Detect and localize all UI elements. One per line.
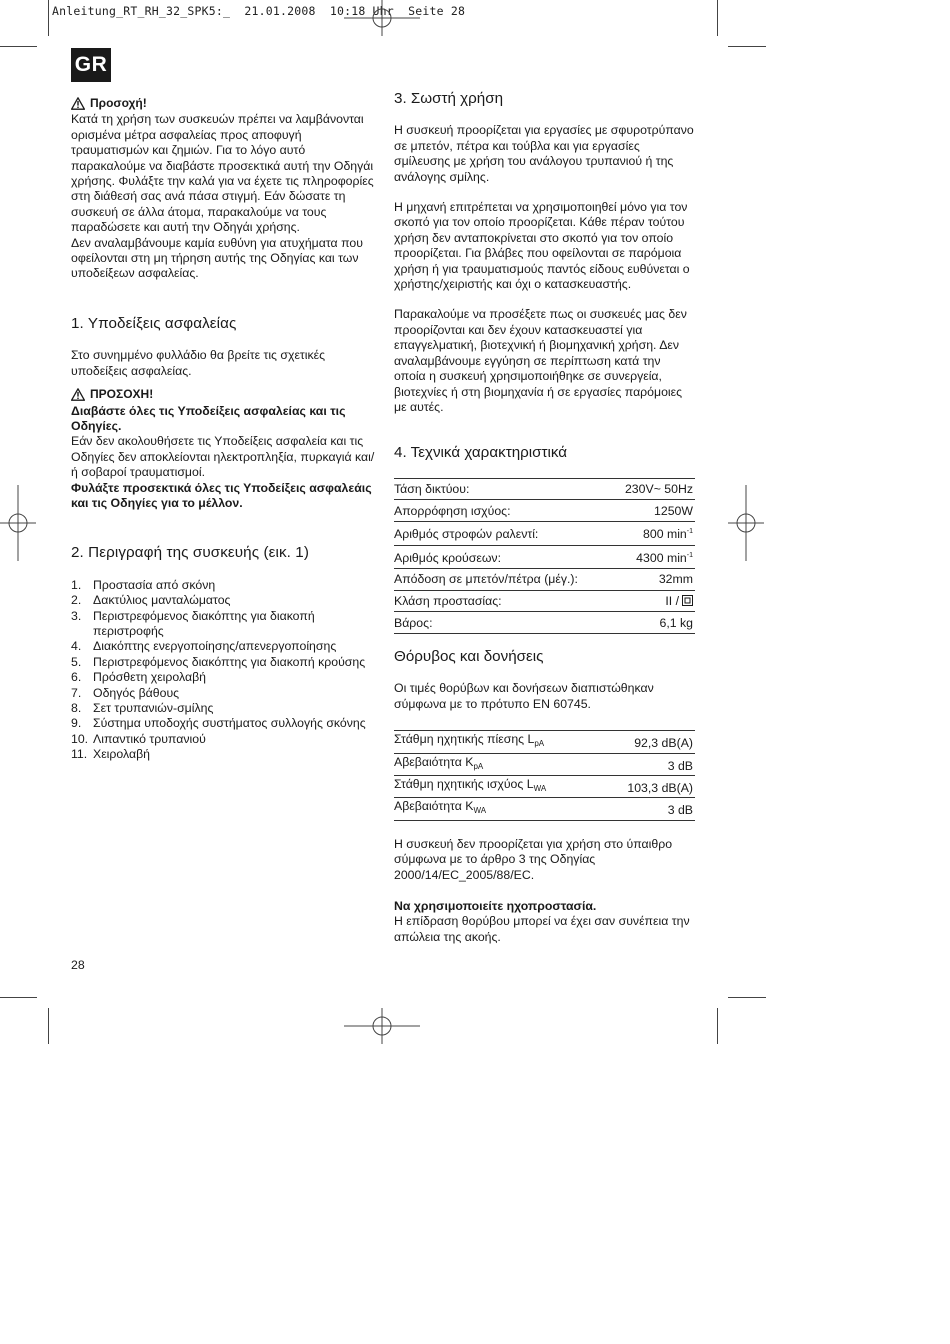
list-item-text: Λιπαντικό τρυπανιού	[93, 731, 206, 746]
spec-table	[394, 478, 695, 634]
spec-value-text: 6,1 kg	[659, 615, 693, 630]
spec-value-exponent: -1	[686, 528, 693, 536]
section-2-title: 2. Περιγραφή της συσκευής (εικ. 1)	[71, 544, 309, 562]
list-item	[71, 732, 376, 747]
list-item	[71, 701, 376, 716]
warning-triangle-icon	[71, 97, 85, 110]
noise-intro: Οι τιμές θορύβων και δονήσεων διαπιστώθηκαν σύμφωνα με το πρότυπο EN 60745.	[394, 681, 654, 711]
section-1-text: Στο συνημμένο φυλλάδιο θα βρείτε τις σχετικές υποδείξεις ασφαλείας.	[71, 348, 326, 378]
crop-mark	[48, 1008, 49, 1044]
list-item-text: Δακτύλιος μανταλώματος	[93, 593, 231, 608]
warning-triangle-icon	[71, 388, 85, 401]
table-row	[394, 500, 695, 522]
list-item	[71, 670, 376, 685]
list-item	[71, 716, 376, 731]
table-row	[394, 478, 695, 500]
noise-label-subscript: pA	[534, 739, 545, 749]
spec-value	[612, 522, 695, 545]
noise-label-text: Αβεβαιότητα K	[394, 799, 474, 814]
spec-value	[612, 500, 695, 522]
spec-value-text: 1250W	[654, 503, 693, 518]
spec-label: Αριθμός στροφών ραλεντί:	[394, 522, 612, 545]
list-item-number: 3.	[71, 608, 82, 623]
intended-use-para-3: Παρακαλούμε να προσέξετε πως οι συσκευές μας δεν προορίζονται και δεν έχουν κατασκευαστεί για επαγγελματική, βιοτεχνική ή βιομηχανική χρήση. Δεν αναλαμβάνουμε εγγύηση σε περίπτωση κατά την οποία η συσκευή χρησιμοποιήθηκε σε συνεργεία, βιοτεχνίες ή στη βιομηχανία ή σε εργασίες παρόμοιες με αυτές.	[394, 307, 687, 414]
noise-value: 92,3 dB(A)	[603, 731, 695, 753]
list-item-text: Πρόσθετη χειρολαβή	[93, 670, 206, 685]
warning-title: ΠΡΟΣΟΧΗ!	[90, 387, 154, 402]
noise-label-subscript: WA	[473, 806, 487, 816]
section-1-title: 1. Υποδείξεις ασφαλείας	[71, 314, 237, 332]
crop-mark	[717, 1008, 718, 1044]
table-row	[394, 545, 695, 568]
list-item-text: Οδηγός βάθους	[93, 685, 180, 700]
noise-label-text: Στάθμη ηχητικής πίεσης L	[394, 732, 535, 747]
page-number: 28	[71, 958, 85, 972]
table-row	[394, 590, 695, 612]
table-row	[394, 522, 695, 545]
intended-use-para-1: Η συσκευή προορίζεται για εργασίες με σφυροτρύπανο σε μπετόν, πέτρα και τούβλα και για εργασίες σμίλευσης με χρήση του ανάλογου τρυπανιού ή της ανάλογης σμίλης.	[394, 123, 694, 184]
spec-label: Απορρόφηση ισχύος:	[394, 500, 612, 522]
list-item-number: 11.	[71, 747, 88, 762]
list-item-text: Περιστρεφόμενος διακόπτης για διακοπή κρούσης	[93, 654, 366, 669]
noise-table	[394, 730, 695, 821]
warning-text: Εάν δεν ακολουθήσετε τις Υποδείξεις ασφαλεία και τις Οδηγίες δεν αποκλείονται ηλεκτροπληξία, πυρκαγιά και/ή σοβαροί τραυματισμοί.	[71, 434, 375, 480]
registration-mark-icon	[344, 0, 420, 36]
list-item-text: Σετ τρυπανιών-σμίλης	[93, 701, 214, 715]
list-item-number: 4.	[71, 639, 82, 654]
list-item-number: 8.	[71, 701, 82, 715]
spec-value	[612, 590, 695, 612]
warning-bold-2: Φυλάξτε προσεκτικά όλες τις Υποδείξεις ασφαλεάις και τις Οδηγίες για το μέλλον.	[71, 480, 372, 510]
spec-value	[612, 545, 695, 568]
protection-class-ii-icon	[682, 595, 693, 606]
list-item-number: 6.	[71, 670, 82, 685]
warning-heading	[71, 387, 376, 402]
noise-label	[394, 776, 603, 798]
noise-label	[394, 731, 603, 753]
noise-title: Θόρυβος και δονήσεις	[394, 647, 544, 665]
crop-mark	[717, 0, 718, 36]
table-row	[394, 776, 695, 798]
table-row	[394, 612, 695, 634]
list-item	[71, 747, 376, 762]
noise-label-subscript: WA	[533, 784, 547, 793]
hearing-protection-heading: Να χρησιμοποιείτε ηχοπροστασία.	[394, 899, 597, 914]
caution-text-2: Δεν αναλαμβάνουμε καμία ευθύνη για ατυχήματα που οφείλονται στη μη τήρηση αυτής της Οδηγίας και των υποδείξεων ασφαλείας.	[71, 235, 363, 281]
registration-mark-icon	[0, 485, 36, 561]
table-row	[394, 753, 695, 775]
spec-value-text: 800 min	[643, 527, 687, 542]
list-item	[71, 639, 376, 654]
spec-value-text: 32mm	[658, 572, 693, 587]
spec-value-text: 4300 min	[636, 550, 687, 565]
noise-label-text: Στάθμη ηχητικής ισχύος L	[394, 777, 534, 791]
outdoor-text: Η συσκευή δεν προορίζεται για χρήση στο ύπαιθρο σύμφωνα με το άρθρο 3 της Οδηγίας 2000/14/EC_2005/88/EC.	[394, 836, 673, 882]
crop-mark	[728, 997, 766, 998]
list-item-number: 1.	[71, 577, 82, 592]
list-item	[71, 686, 376, 701]
spec-value-text: 230V~ 50Hz	[624, 482, 693, 496]
list-item-text: Προστασία από σκόνη	[93, 577, 216, 592]
caution-title: Προσοχή!	[90, 96, 147, 110]
list-item-number: 2.	[71, 593, 82, 608]
list-item-text: Χειρολαβή	[93, 747, 150, 762]
noise-label	[394, 798, 603, 820]
parts-list	[71, 578, 376, 763]
left-column	[71, 96, 376, 763]
crop-mark	[48, 0, 49, 36]
spec-label: Τάση δικτύου:	[394, 478, 612, 500]
intended-use-para-2: Η μηχανή επιτρέπεται να χρησιμοποιηθεί μόνο για τον σκοπό για τον οποίο προορίζεται. Κάθε πέραν τούτου χρήση δεν ανταποκρίνεται στο σκοπό για τον οποίο προορίζεται. Για βλάβες που οφείλονται σε παρόμοια χρήση ή για τραυματισμούς παντός είδους ευθύνεται ο χρήστης/χειριστής και όχι ο κατασκευαστής.	[394, 200, 690, 292]
spec-value	[612, 568, 695, 590]
spec-label: Απόδοση σε μπετόν/πέτρα (μέγ.):	[394, 568, 612, 590]
list-item	[71, 655, 376, 670]
list-item-number: 9.	[71, 716, 82, 731]
spec-value-text: II /	[665, 593, 679, 608]
registration-mark-icon	[344, 1008, 420, 1044]
list-item-text: Σύστημα υποδοχής συστήματος συλλογής σκόνης	[93, 716, 366, 731]
language-badge: GR	[71, 48, 111, 82]
hearing-protection-text: Η επίδραση θορύβου μπορεί να έχει σαν συνέπεια την απώλεια της ακοής.	[394, 914, 690, 944]
caution-text: Κατά τη χρήση των συσκευών πρέπει να λαμβάνονται ορισμένα μέτρα ασφαλείας προς αποφυγή τραυματισμών και ζημιών. Για το λόγο αυτό παρακαλούμε να διαβάστε προσεκτικά αυτή την Οδηγάι χρήσης. Φυλάξτε την καλά για να έχετε τις πληροφορίες στη διάθεσή σας ανά πάσα στιγμή. Εάν δώσατε τη συσκευή σε άλλα άτομα, παρακαλούμε να τους παραδώσετε και αυτή την Οδηγάι χρήσης.	[71, 112, 374, 235]
table-row	[394, 798, 695, 820]
spec-value-exponent: -1	[686, 551, 693, 559]
noise-value: 3 dB	[603, 753, 695, 775]
spec-value	[612, 612, 695, 634]
section-4-title: 4. Τεχνικά χαρακτηριστικά	[394, 444, 568, 462]
caution-heading	[71, 96, 376, 111]
crop-mark	[728, 46, 766, 47]
section-3-title: 3. Σωστή χρήση	[394, 90, 504, 107]
warning-bold-1: Διαβάστε όλες τις Υποδείξεις ασφαλείας και τις Οδηγίες.	[71, 403, 346, 433]
list-item-number: 7.	[71, 685, 82, 700]
table-row	[394, 731, 695, 753]
right-column	[394, 91, 695, 945]
crop-mark	[0, 997, 37, 998]
spec-label: Αριθμός κρούσεων:	[394, 545, 612, 568]
list-item	[71, 609, 376, 640]
list-item-text: Διακόπτης ενεργοποίησης/απενεργοποίησης	[93, 639, 337, 654]
list-item	[71, 593, 376, 608]
noise-value: 103,3 dB(A)	[603, 776, 695, 798]
list-item-number: 10.	[71, 731, 89, 746]
spec-label: Κλάση προστασίας:	[394, 590, 612, 612]
noise-label	[394, 753, 603, 775]
spec-label: Βάρος:	[394, 612, 612, 634]
noise-label-text: Αβεβαιότητα K	[394, 754, 474, 769]
table-row	[394, 568, 695, 590]
crop-mark	[0, 46, 37, 47]
list-item-number: 5.	[71, 654, 82, 669]
list-item	[71, 578, 376, 593]
registration-mark-icon	[728, 485, 764, 561]
spec-value	[612, 478, 695, 500]
noise-label-subscript: pA	[473, 761, 484, 771]
printer-slug: Anleitung_RT_RH_32_SPK5:_ 21.01.2008 10:18 Uhr Seite 28	[52, 4, 466, 18]
noise-value: 3 dB	[603, 798, 695, 820]
list-item-text: Περιστρεφόμενος διακόπτης για διακοπή περιστροφής	[93, 608, 315, 638]
